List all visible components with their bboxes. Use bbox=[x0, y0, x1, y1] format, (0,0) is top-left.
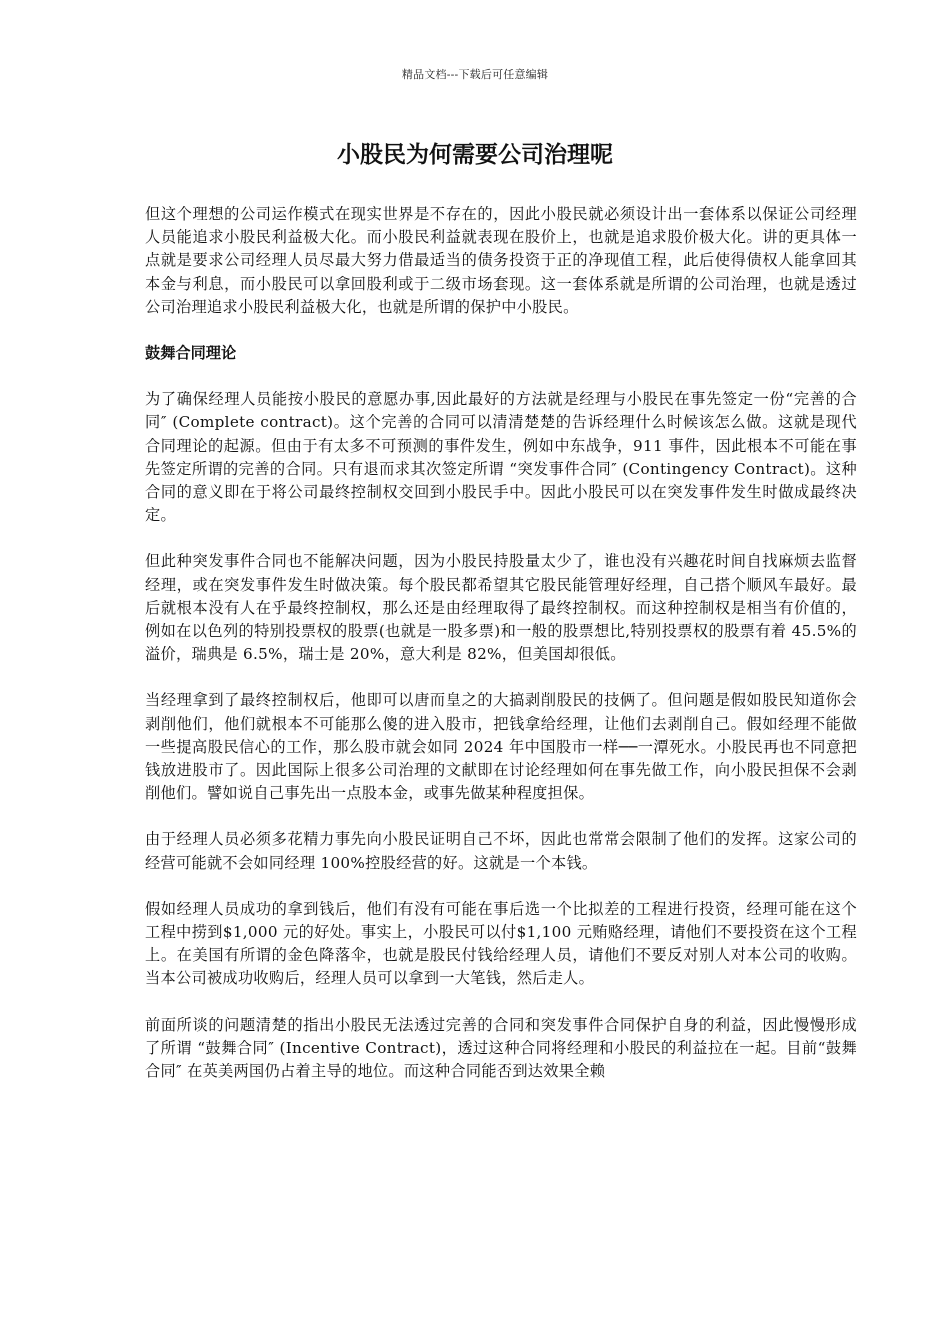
paragraph-incentive-contract: 前面所谈的问题清楚的指出小股民无法透过完善的合同和突发事件合同保护自身的利益，因此慢慢形成了所谓 “鼓舞合同″ (Incentive Contract)，透过这种合同将经理和小股民的利益拉在一起。目前“鼓舞合同″ 在英美两国仍占着主导的地位。而这种合同能否到达效果全赖 bbox=[145, 1015, 857, 1081]
paragraph-control-rights: 但此种突发事件合同也不能解决问题，因为小股民持股量太少了，谁也没有兴趣花时间自找麻烦去监督经理，或在突发事件发生时做决策。每个股民都希望其它股民能管理好经理，自己搭个顺风车最好。最后就根本没有人在乎最终控制权，那么还是由经理取得了最终控制权。而这种控制权是相当有价值的，例如在以色列的特别投票权的股票(也就是一股多票)和一般的股票想比,特别投票权的股票有着 45.5%的溢价，瑞典是 6.5%，瑞士是 20%，意大利是 82%，但美国却很低。 bbox=[145, 552, 857, 664]
document-title: 小股民为何需要公司治理呢 bbox=[337, 142, 613, 168]
header-note: 精品文档---下载后可任意编辑 bbox=[401, 68, 549, 81]
paragraph-manager-exploitation: 当经理拿到了最终控制权后，他即可以唐而皇之的大搞剥削股民的技俩了。但问题是假如股民知道你会剥削他们，他们就根本不可能那么傻的进入股市，把钱拿给经理，让他们去剥削自己。假如经理不能做一些提高股民信心的工作，那么股市就会如同 2024 年中国股市一样──一潭死水。小股民再也不同意把钱放进股市了。因此国际上很多公司治理的文献即在讨论经理如何在事先做工作，向小股民担保不会剥削他们。譬如说自己事先出一点股本金，或事先做某种程度担保。 bbox=[145, 691, 857, 803]
paragraph-cost: 由于经理人员必须多花精力事先向小股民证明自己不坏，因此也常常会限制了他们的发挥。这家公司的经营可能就不会如同经理 100%控股经营的好。这就是一个本钱。 bbox=[145, 830, 857, 872]
paragraph-complete-contract: 为了确保经理人员能按小股民的意愿办事,因此最好的方法就是经理与小股民在事先签定一份“完善的合同″ (Complete contract)。这个完善的合同可以清清楚楚的告诉经理什么时候该怎么做。这就是现代合同理论的起源。但由于有太多不可预测的事件发生，例如中东战争，911 事件，因此根本不可能在事先签定所谓的完善的合同。只有退而求其次签定所谓 “突发事件合同″ (Contingency Contract)。这种合同的意义即在于将公司最终控制权交回到小股民手中。因此小股民可以在突发事件发生时做成最终决定。 bbox=[145, 390, 857, 525]
paragraph-golden-parachute: 假如经理人员成功的拿到钱后，他们有没有可能在事后选一个比拟差的工程进行投资，经理可能在这个工程中捞到$1,000 元的好处。事实上，小股民可以付$1,100 元贿赂经理，请他们不要投资在这个工程上。在美国有所谓的金色降落伞，也就是股民付钱给经理人员，请他们不要反对别人对本公司的收购。当本公司被成功收购后，经理人员可以拿到一大笔钱，然后走人。 bbox=[145, 899, 857, 988]
section-heading: 鼓舞合同理论 bbox=[145, 344, 237, 363]
document-body bbox=[145, 203, 857, 1106]
paragraph-intro: 但这个理想的公司运作模式在现实世界是不存在的，因此小股民就必须设计出一套体系以保证公司经理人员能追求小股民利益极大化。而小股民利益就表现在股价上，也就是追求股价极大化。讲的更具体一点就是要求公司经理人员尽最大努力借最适当的债务投资于正的净现值工程，此后使得债权人能拿回其本金与利息，而小股民可以拿回股利或于二级市场套现。这一套体系就是所谓的公司治理，也就是透过公司治理追求小股民利益极大化，也就是所谓的保护中小股民。 bbox=[145, 205, 857, 316]
